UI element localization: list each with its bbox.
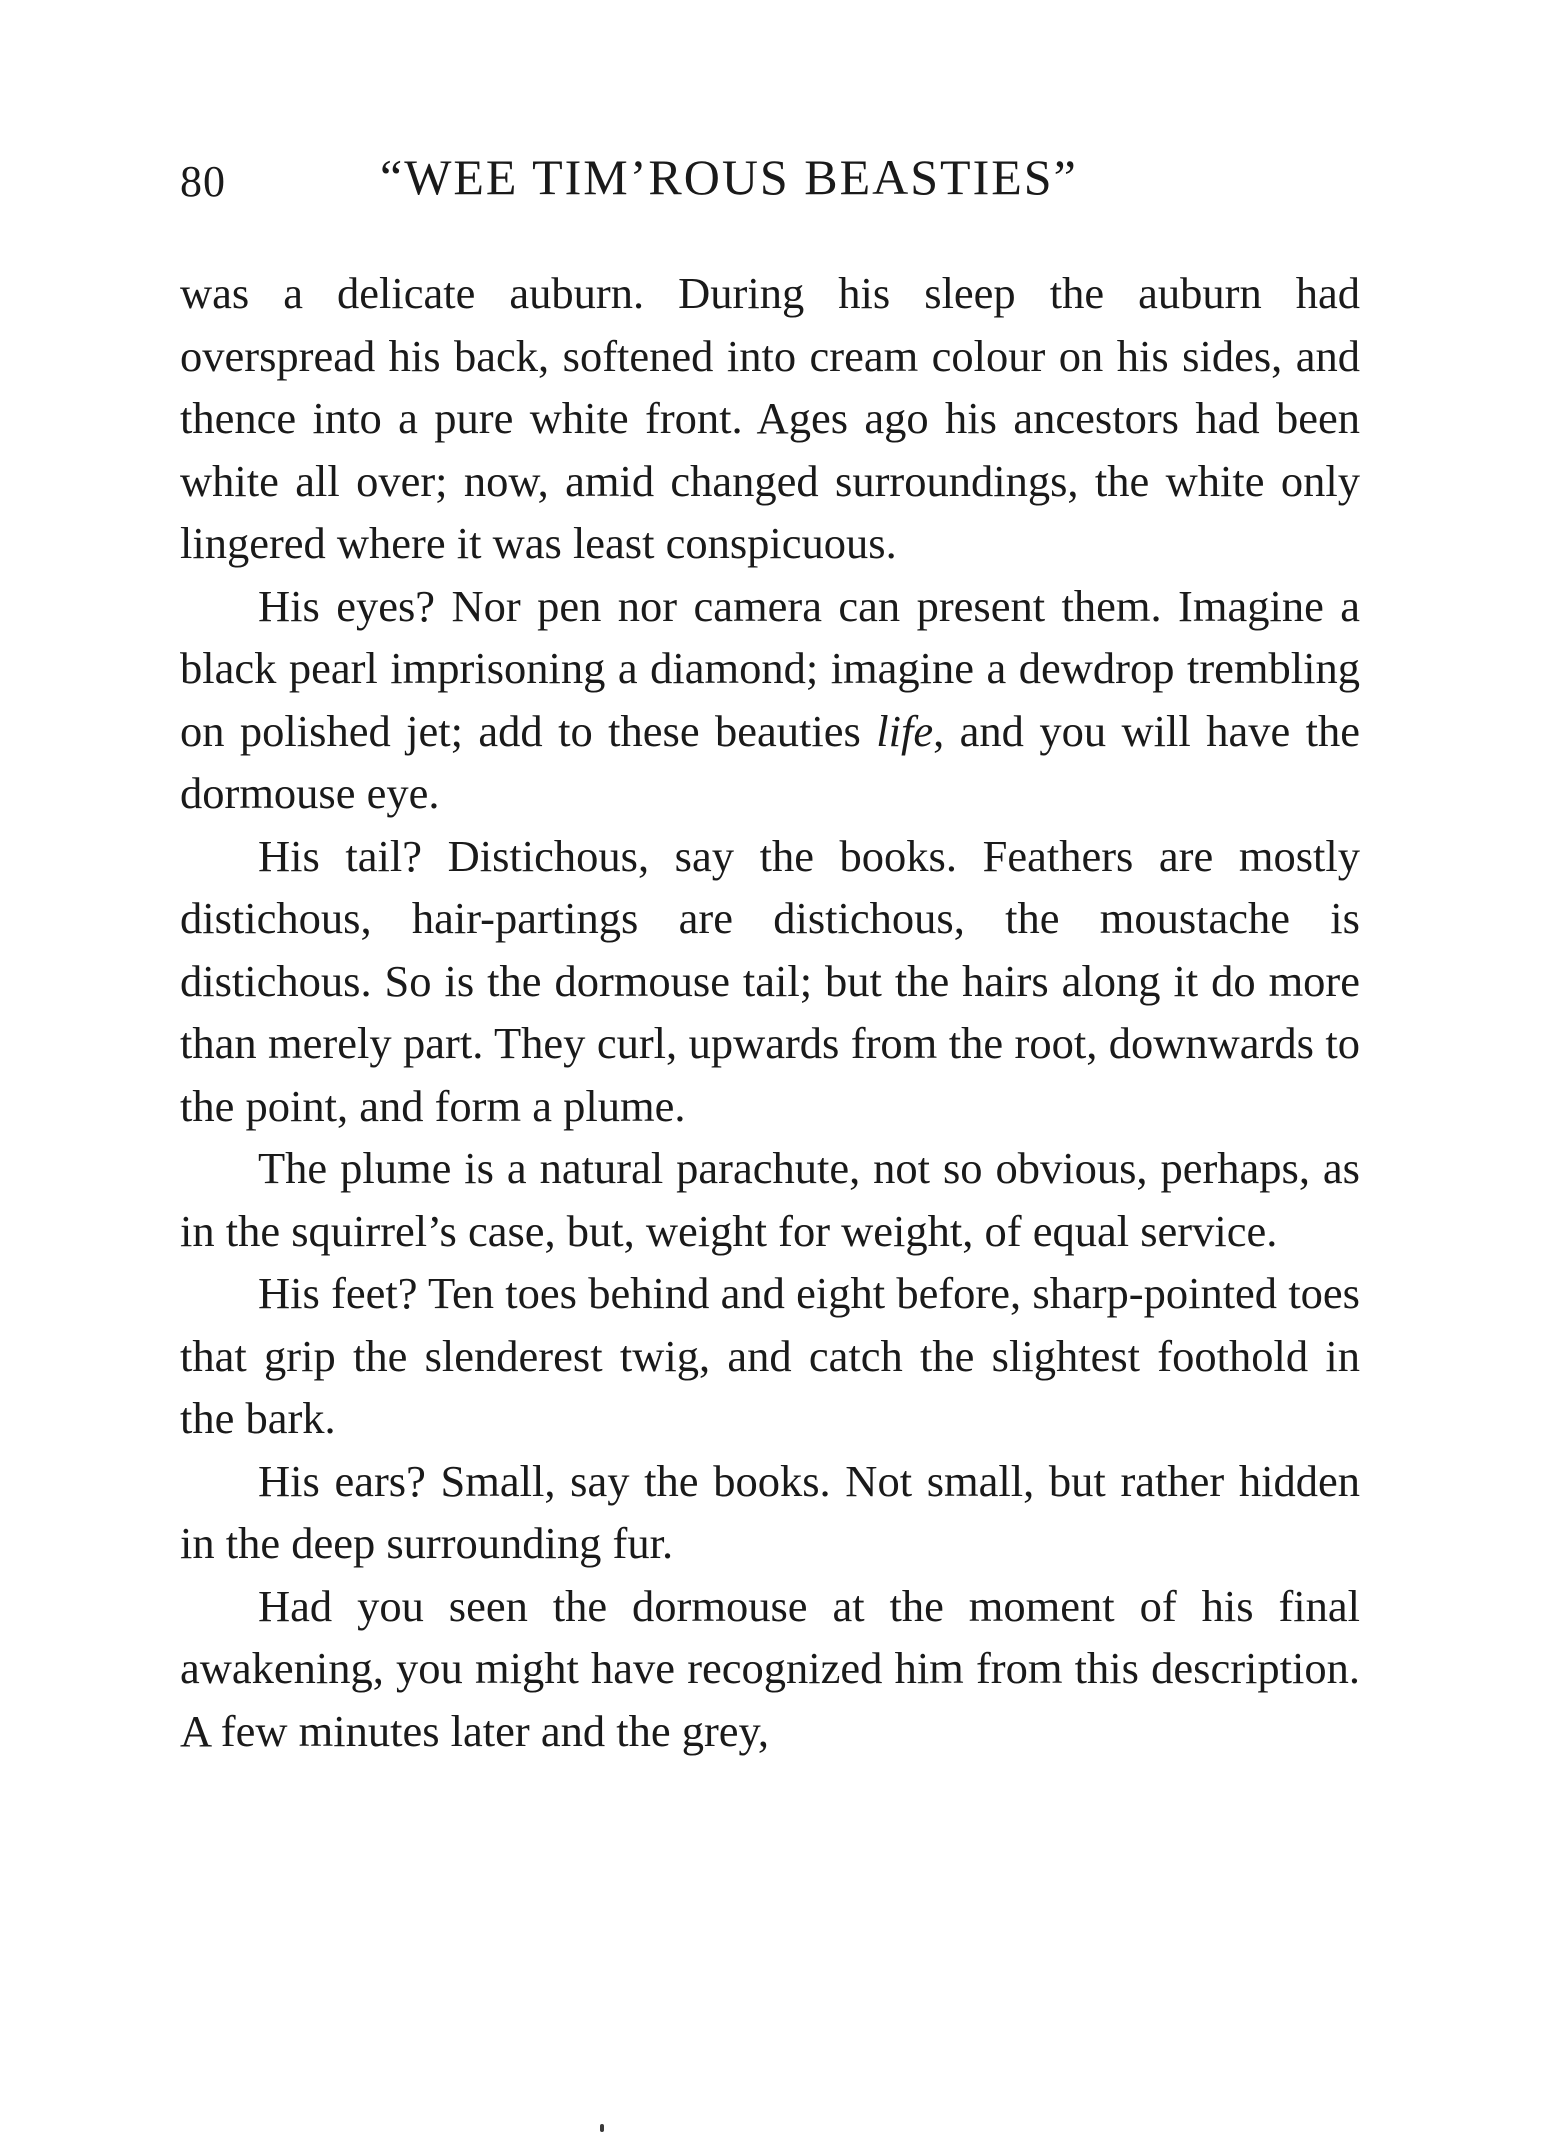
paragraph: His tail? Distichous, say the books. Feathers are mostly distichous, hair-partings are distichous, the moustache is distichous. So is the dormouse tail; but the hairs along it do more than merely part. They curl, upwards from the root, downwards to the point, and form a plume. <box>180 830 1360 1131</box>
paragraph <box>180 575 1360 825</box>
body-text <box>180 262 1360 1762</box>
paragraph: was a delicate auburn. During his sleep the auburn had overspread his back, softened into cream colour on his sides, and thence into a pure white front. Ages ago his ancestors had been white all over; now, amid changed surroundings, the white only lingered where it was least conspicuous. <box>180 268 1360 568</box>
running-title: “WEE TIM’ROUS BEASTIES” <box>380 149 1078 205</box>
paragraph: His feet? Ten toes behind and eight before, sharp-pointed toes that grip the slenderest twig, and catch the slightest foothold in the bark. <box>180 1268 1360 1443</box>
paragraph-text: His eyes? Nor pen nor camera can present them. Imagine a black pearl imprisoning a diamond; imagine a dewdrop trembling on polished jet; add to these beauties <box>180 580 1360 756</box>
italic-word: life <box>876 705 934 756</box>
print-mark <box>600 2124 604 2132</box>
page-header <box>180 148 1360 228</box>
paragraph: His ears? Small, say the books. Not small, but rather hidden in the deep surrounding fur. <box>180 1455 1360 1568</box>
page-number: 80 <box>180 157 226 206</box>
paragraph: The plume is a natural parachute, not so obvious, perhaps, as in the squirrel’s case, but, weight for weight, of equal service. <box>180 1143 1360 1256</box>
paragraph: Had you seen the dormouse at the moment of his final awakening, you might have recognized him from this description. A few minutes later and the grey, <box>180 1580 1360 1756</box>
paragraph-text-tail: , and you will have the dormouse eye. <box>180 705 1360 818</box>
